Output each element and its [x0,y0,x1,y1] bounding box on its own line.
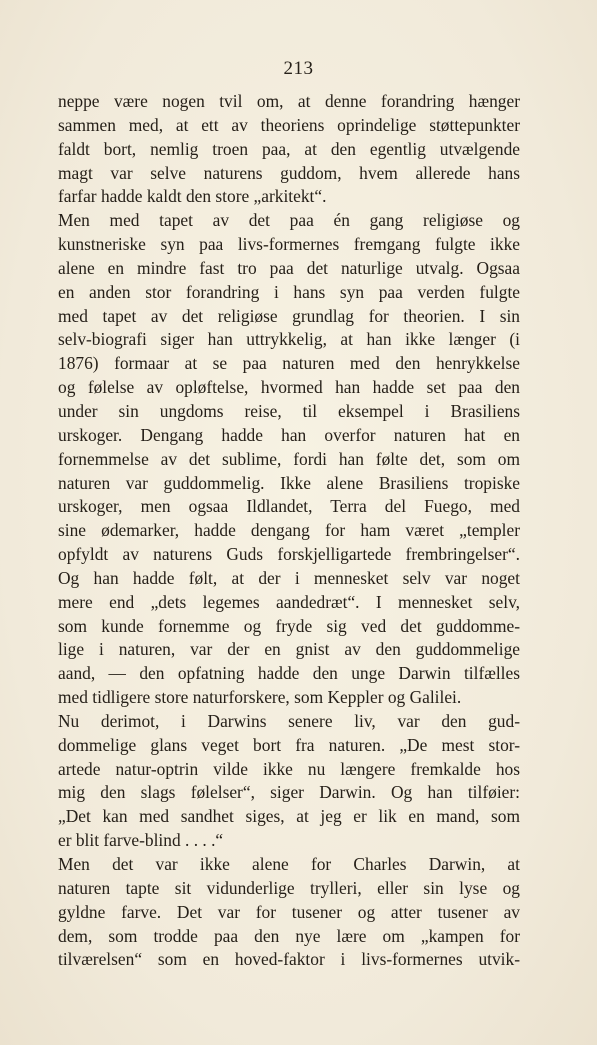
text-line: selv-biografi siger han uttrykkelig, at han ikke længer (i [58,329,520,350]
text-line: som kunde fornemme og fryde sig ved det guddomme- [58,615,520,636]
text-line: „Det kan med sandhet siges, at jeg er lik en mand, som [58,806,520,827]
text-line: tilværelsen“ som en hoved-faktor i livs-formernes utvik- [58,949,520,970]
text-line: dem, som trodde paa den nye lære om „kampen for [58,925,520,946]
text-line: mig den slags følelser“, siger Darwin. Og han tilføier: [58,782,520,803]
text-line: dommelige glans veget bort fra naturen. „De mest stor- [58,734,520,755]
text-line: neppe være nogen tvil om, at denne forandring hænger [58,91,520,111]
text-line: og følelse av opløftelse, hvormed han hadde set paa den [58,377,520,398]
text-line: Og han hadde følt, at der i mennesket selv var noget [58,567,520,588]
text-line: med tapet av det religiøse grundlag for theorien. I sin [58,305,520,326]
text-line: farfar hadde kaldt den store „arkitekt“. [58,186,327,207]
text-line: sammen med, at ett av theoriens oprindelige støttepunkter [58,114,520,135]
text-line: alene en mindre fast tro paa det naturlige utvalg. Ogsaa [58,257,520,278]
text-line: faldt bort, nemlig troen paa, at den egentlig utvælgende [58,138,520,159]
text-line: gyldne farve. Det var for tusener og atter tusener av [58,901,520,922]
text-line: kunstneriske syn paa livs-formernes fremgang fulgte ikke [58,234,520,255]
text-line: en anden stor forandring i hans syn paa verden fulgte [58,281,520,302]
text-line: naturen tapte sit vidunderlige trylleri, eller sin lyse og [58,877,520,898]
text-line: Men med tapet av det paa én gang religiøse og [58,210,520,231]
page-number: 213 [283,58,314,79]
text-line: med tidligere store naturforskere, som Keppler og Galilei. [58,687,462,708]
text-line: urskoger. Dengang hadde han overfor naturen hat en [58,424,520,445]
text-line: artede natur-optrin vilde ikke nu længere fremkalde hos [58,758,520,779]
text-line: under sin ungdoms reise, til eksempel i Brasiliens [58,400,520,421]
text-line: fornemmelse av det sublime, fordi han følte det, som om [58,448,520,469]
body-text [58,90,520,972]
text-line: Nu derimot, i Darwins senere liv, var den gud- [58,710,520,731]
text-line: lige i naturen, var der en gnist av den guddommelige [58,639,520,660]
text-line: naturen var guddommelig. Ikke alene Brasiliens tropiske [58,472,520,493]
text-line: mere end „dets legemes aandedræt“. I mennesket selv, [58,591,520,612]
text-line: sine ødemarker, hadde dengang for ham været „templer [58,520,520,541]
text-line: er blit farve-blind . . . .“ [58,830,224,851]
text-line: urskoger, men ogsaa Ildlandet, Terra del Fuego, med [58,496,520,517]
text-line: 1876) formaar at se paa naturen med den henrykkelse [58,353,520,374]
text-line: Men det var ikke alene for Charles Darwin, at [58,854,520,874]
text-line: opfyldt av naturens Guds forskjelligartede frembringelser“. [58,544,520,565]
text-line: aand, — den opfatning hadde den unge Darwin tilfælles [58,663,520,684]
text-line: magt var selve naturens guddom, hvem allerede hans [58,162,520,183]
